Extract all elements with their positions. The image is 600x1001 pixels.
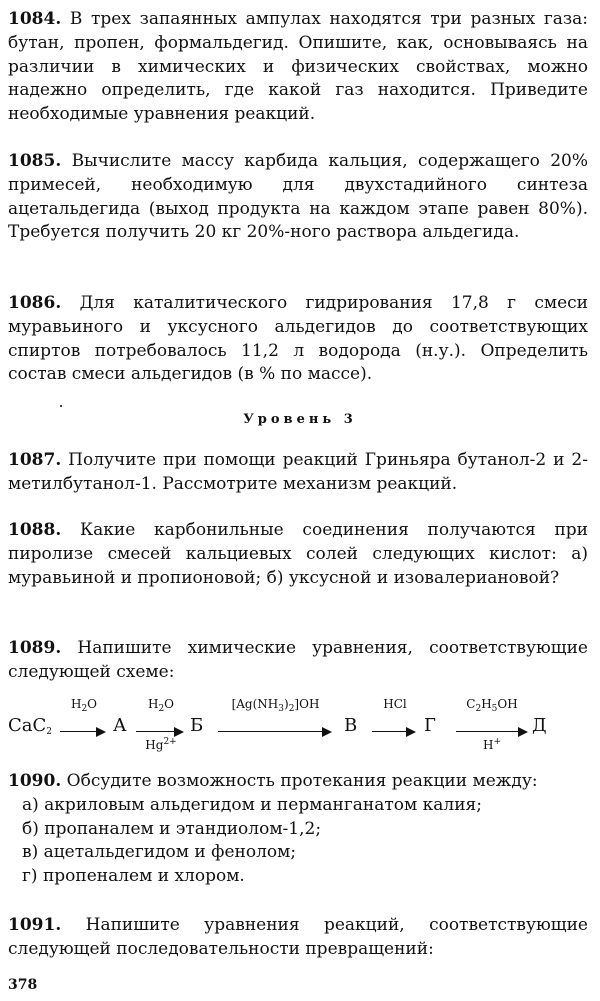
page-number: 378 — [8, 977, 38, 993]
problem-number: 1085. — [8, 151, 62, 171]
problem-text: В трех запаянных ампулах находятся три разных газа: бутан, пропен, формальдегид. Опишите, как, основываясь на различии в химических и физических свойствах, можно надежно определить, где какой газ находится. Приведите необходимые уравнения реакций. — [8, 9, 588, 125]
scheme-B: Б — [190, 715, 204, 736]
problem-1091 — [8, 914, 588, 962]
arrow-5 — [456, 727, 528, 737]
problem-text: Обсудите возможность протекания реакции между: — [66, 771, 538, 791]
problem-1085 — [8, 150, 588, 245]
problem-text: Напишите уравнения реакций, соответствующие следующей последовательности превращений: — [8, 915, 588, 959]
arrow-1 — [60, 727, 106, 737]
scheme-start: CaC$_2$ — [8, 715, 53, 737]
arrow3-reagent: $[Ag(NH_3)_2]OH$ — [231, 697, 320, 714]
problem-text: Какие карбонильные соединения получаются при пиролизе смесей кальциевых солей следующих кислот: а) муравьиной и пропионовой; б) уксусной и изовалериановой? — [8, 520, 588, 588]
arrow2-reagent: $H_2O$ — [147, 697, 175, 714]
problem-number: 1089. — [8, 638, 62, 658]
arrow5-catalyst: H+ — [482, 737, 501, 752]
problem-1087 — [8, 449, 588, 497]
problem-number: 1086. — [8, 293, 62, 313]
list-item: г) пропеналем и хлором. — [22, 866, 245, 887]
problem-text: Для каталитического гидрирования 17,8 г смеси муравьиного и уксусного альдегидов до соответствующих спиртов потребовалось 11,2 л водорода (н.у.). Определить состав смеси альдегидов (в % по массе). — [8, 293, 588, 385]
problem-number: 1091. — [8, 915, 62, 935]
arrow4-reagent: HCl — [383, 697, 407, 711]
problem-text: Вычислите массу карбида кальция, содержащего 20% примесей, необходимую для двухстадийного синтеза ацетальдегида (выход продукта на каждом этапе равен 80%). Требуется получить 20 кг 20%-ного раствора альдегида. — [8, 151, 588, 243]
arrow1-reagent: $H_2O$ — [70, 697, 98, 714]
list-item: в) ацетальдегидом и фенолом; — [22, 842, 297, 863]
scheme-D: Д — [532, 715, 547, 736]
list-item: а) акриловым альдегидом и перманганатом калия; — [22, 794, 483, 815]
reaction-scheme — [8, 697, 593, 759]
problem-text: Напишите химические уравнения, соответствующие следующей схеме: — [8, 638, 588, 682]
problem-number: 1088. — [8, 520, 62, 540]
problem-1089 — [8, 637, 588, 685]
arrow2-catalyst: $Hg^{2+}$ — [145, 737, 177, 752]
arrow-3 — [218, 727, 332, 737]
arrow-4 — [372, 727, 416, 737]
problem-1090 — [8, 770, 588, 889]
problem-1084 — [8, 8, 588, 127]
arrow-2 — [136, 727, 184, 737]
scheme-G: Г — [424, 715, 436, 736]
level-heading: Уровень 3 — [243, 412, 357, 427]
problem-text: Получите при помощи реакций Гриньяра бутанол-2 и 2-метилбутанол-1. Рассмотрите механизм реакций. — [8, 450, 588, 494]
problem-number: 1090. — [8, 771, 62, 791]
problem-1086 — [8, 292, 588, 387]
scheme-V: В — [344, 715, 358, 736]
problem-1088 — [8, 519, 588, 590]
print-speck — [60, 405, 62, 407]
problem-number: 1087. — [8, 450, 62, 470]
problem-number: 1084. — [8, 9, 62, 29]
list-item: б) пропаналем и этандиолом-1,2; — [22, 818, 322, 839]
scheme-A: А — [113, 715, 127, 736]
arrow5-reagent: $C_2H_5OH$ — [466, 697, 518, 714]
